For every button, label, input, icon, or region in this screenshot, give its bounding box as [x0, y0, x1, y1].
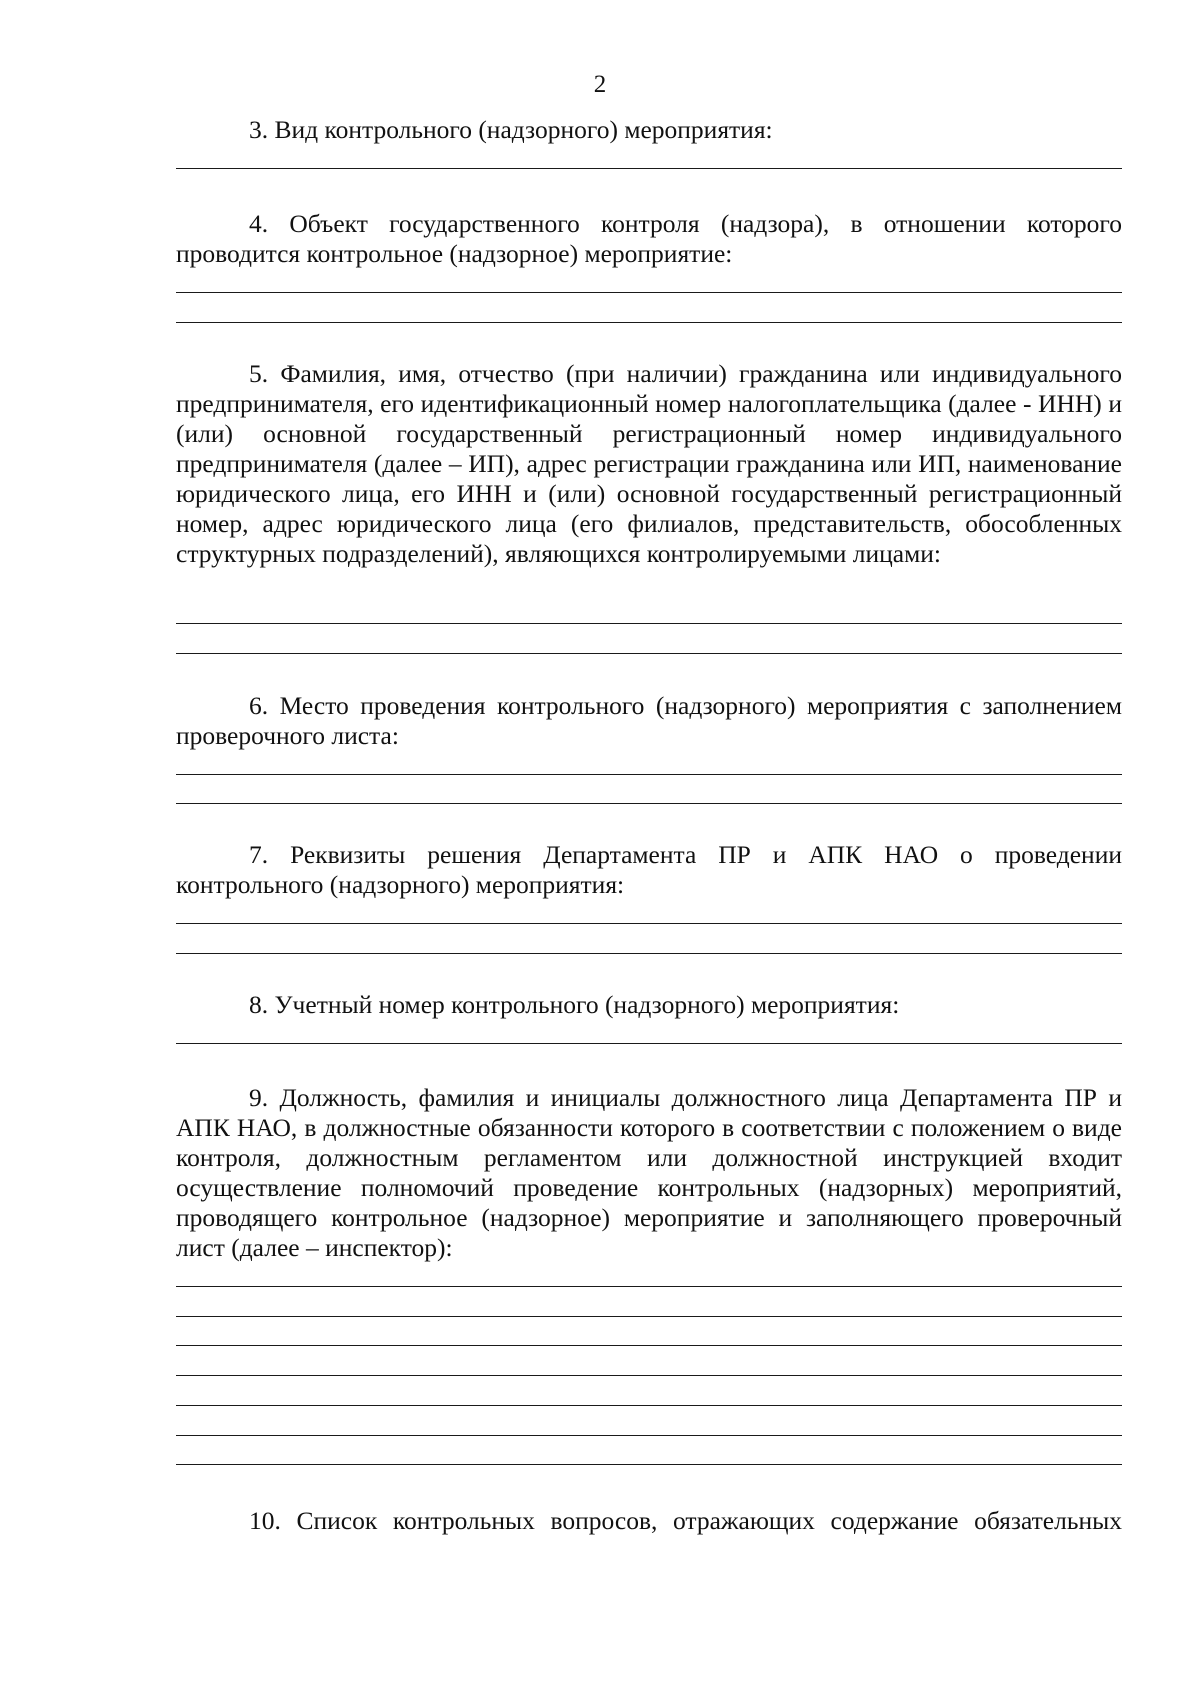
form-item-7 — [176, 840, 1122, 900]
fill-line[interactable] — [176, 1375, 1122, 1376]
fill-line[interactable] — [176, 1043, 1122, 1044]
fill-line[interactable] — [176, 923, 1122, 924]
item-6-text: 6. Место проведения контрольного (надзорного) мероприятия с заполнением проверочного листа: — [176, 691, 1122, 750]
fill-line[interactable] — [176, 653, 1122, 654]
item-4-text: 4. Объект государственного контроля (надзора), в отношении которого проводится контрольное (надзорное) мероприятие: — [176, 209, 1122, 268]
item-7-text: 7. Реквизиты решения Департамента ПР и АПК НАО о проведении контрольного (надзорного) мероприятия: — [176, 840, 1122, 899]
fill-line[interactable] — [176, 953, 1122, 954]
fill-line[interactable] — [176, 322, 1122, 323]
fill-line[interactable] — [176, 623, 1122, 624]
fill-line[interactable] — [176, 803, 1122, 804]
form-item-5 — [176, 359, 1122, 569]
item-9-text: 9. Должность, фамилия и инициалы должностного лица Департамента ПР и АПК НАО, в должностные обязанности которого в соответствии с положением о виде контроля, должностным регламентом или должностной инструкцией входит осуществление полномочий проведение контрольных (надзорных) мероприятий, проводящего контрольное (надзорное) мероприятие и заполняющего проверочный лист (далее – инспектор): — [176, 1083, 1122, 1262]
fill-line[interactable] — [176, 292, 1122, 293]
fill-line[interactable] — [176, 1286, 1122, 1287]
fill-line[interactable] — [176, 1464, 1122, 1465]
fill-line[interactable] — [176, 1405, 1122, 1406]
form-item-3 — [176, 115, 1122, 145]
fill-line[interactable] — [176, 774, 1122, 775]
form-item-9 — [176, 1083, 1122, 1263]
form-item-6 — [176, 691, 1122, 751]
item-5-text: 5. Фамилия, имя, отчество (при наличии) гражданина или индивидуального предпринимателя, его идентификационный номер налогоплательщика (далее - ИНН) и (или) основной государственный регистрационный номер индивидуального предпринимателя (далее – ИП), адрес регистрации гражданина или ИП, наименование юридического лица, его ИНН и (или) основной государственный регистрационный номер, адрес юридического лица (его филиалов, представительств, обособленных структурных подразделений), являющихся контролируемыми лицами: — [176, 359, 1122, 568]
fill-line[interactable] — [176, 1316, 1122, 1317]
item-8-text: 8. Учетный номер контрольного (надзорного) мероприятия: — [249, 990, 900, 1019]
fill-line[interactable] — [176, 168, 1122, 169]
fill-line[interactable] — [176, 1345, 1122, 1346]
form-item-10 — [176, 1506, 1122, 1536]
form-item-4 — [176, 209, 1122, 269]
item-3-text: 3. Вид контрольного (надзорного) мероприятия: — [249, 115, 773, 144]
fill-line[interactable] — [176, 1435, 1122, 1436]
page-number: 2 — [593, 71, 607, 98]
form-item-8 — [176, 990, 1122, 1020]
item-10-text: 10. Список контрольных вопросов, отражающих содержание обязательных — [249, 1506, 1122, 1535]
